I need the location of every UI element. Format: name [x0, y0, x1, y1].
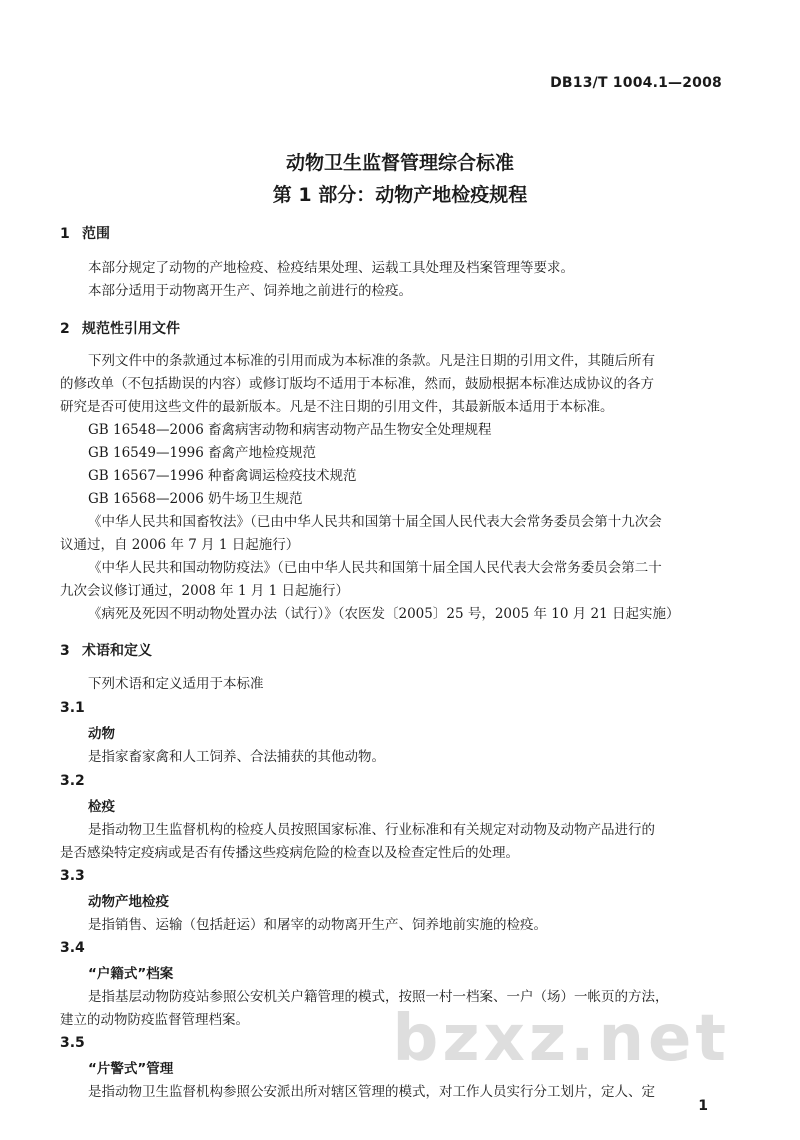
section-1-heading [60, 223, 110, 243]
paragraph: 本部分适用于动物离开生产、饲养地之前进行的检疫。 [88, 283, 412, 299]
reference-name: 奶牛场卫生规范 [208, 491, 303, 507]
term-definition: 是指销售、运输（包括赶运）和屠宰的动物离开生产、饲养地前实施的检疫。 [88, 917, 547, 933]
reference-code: GB 16548—2006 [88, 422, 204, 438]
watermark: bzxz.net [392, 1002, 730, 1076]
reference-item [88, 419, 720, 442]
section-title: 规范性引用文件 [82, 321, 180, 337]
document-title: 动物卫生监督管理综合标准 [285, 152, 514, 174]
reference-name: 种畜禽调运检疫技术规范 [208, 468, 357, 484]
term-definition: 是指动物卫生监督机构的检疫人员按照国家标准、行业标准和有关规定对动物及动物产品进行的 [88, 822, 655, 838]
law-reference: 九次会议修订通过，2008 年 1 月 1 日起施行） [60, 583, 349, 599]
reference-name: 畜禽病害动物和病害动物产品生物安全处理规程 [208, 422, 492, 438]
term-definition: 是指基层动物防疫站参照公安机关户籍管理的模式，按照一村一档案、一户（场）一帐页的方法， [88, 989, 669, 1005]
reference-item [88, 442, 720, 465]
clause-number: 3.4 [60, 940, 85, 956]
reference-code: GB 16549—1996 [88, 445, 204, 461]
section-2-heading [60, 318, 180, 338]
paragraph: 本部分规定了动物的产地检疫、检疫结果处理、运载工具处理及档案管理等要求。 [88, 260, 574, 276]
reference-code: GB 16568—2006 [88, 491, 204, 507]
term-name: 检疫 [88, 799, 115, 815]
term-definition: 建立的动物防疫监督管理档案。 [60, 1012, 249, 1028]
section-number: 2 [60, 321, 70, 337]
section-title: 范围 [82, 226, 110, 242]
paragraph: 的修改单（不包括勘误的内容）或修订版均不适用于本标准，然而，鼓励根据本标准达成协议的各方 [60, 376, 654, 392]
paragraph: 下列文件中的条款通过本标准的引用而成为本标准的条款。凡是注日期的引用文件，其随后所有 [88, 353, 655, 369]
term-name: “户籍式”档案 [88, 966, 174, 982]
term-name: “片警式”管理 [88, 1061, 174, 1077]
law-reference: 《中华人民共和国畜牧法》（已由中华人民共和国第十届全国人民代表大会常务委员会第十九次会 [88, 514, 662, 530]
reference-item [88, 465, 720, 488]
law-reference: 《病死及死因不明动物处置办法（试行）》（农医发〔2005〕25 号，2005 年 10 月 21 日起实施） [88, 606, 680, 622]
term-definition: 是指家畜家禽和人工饲养、合法捕获的其他动物。 [88, 749, 385, 765]
term-definition: 是指动物卫生监督机构参照公安派出所对辖区管理的模式，对工作人员实行分工划片，定人、定 [88, 1084, 655, 1100]
standard-code: DB13/T 1004.1—2008 [550, 75, 722, 91]
paragraph: 研究是否可使用这些文件的最新版本。凡是不注日期的引用文件，其最新版本适用于本标准。 [60, 399, 614, 415]
section-3-heading [60, 640, 152, 660]
law-reference: 《中华人民共和国动物防疫法》（已由中华人民共和国第十届全国人民代表大会常务委员会第二十 [88, 560, 662, 576]
clause-number: 3.2 [60, 773, 85, 789]
document-subtitle: 第 1 部分：动物产地检疫规程 [272, 184, 528, 206]
reference-name: 畜禽产地检疫规范 [208, 445, 316, 461]
paragraph: 下列术语和定义适用于本标准 [88, 676, 264, 692]
clause-number: 3.1 [60, 700, 85, 716]
reference-code: GB 16567—1996 [88, 468, 204, 484]
term-definition: 是否感染特定疫病或是否有传播这些疫病危险的检查以及检查定性后的处理。 [60, 845, 519, 861]
reference-item [88, 488, 720, 511]
section-number: 1 [60, 226, 70, 242]
term-name: 动物产地检疫 [88, 894, 169, 910]
law-reference: 议通过，自 2006 年 7 月 1 日起施行） [60, 537, 300, 553]
clause-number: 3.5 [60, 1035, 85, 1051]
page-number: 1 [698, 1098, 708, 1114]
section-number: 3 [60, 643, 70, 659]
section-title: 术语和定义 [82, 643, 152, 659]
clause-number: 3.3 [60, 868, 85, 884]
term-name: 动物 [88, 726, 115, 742]
